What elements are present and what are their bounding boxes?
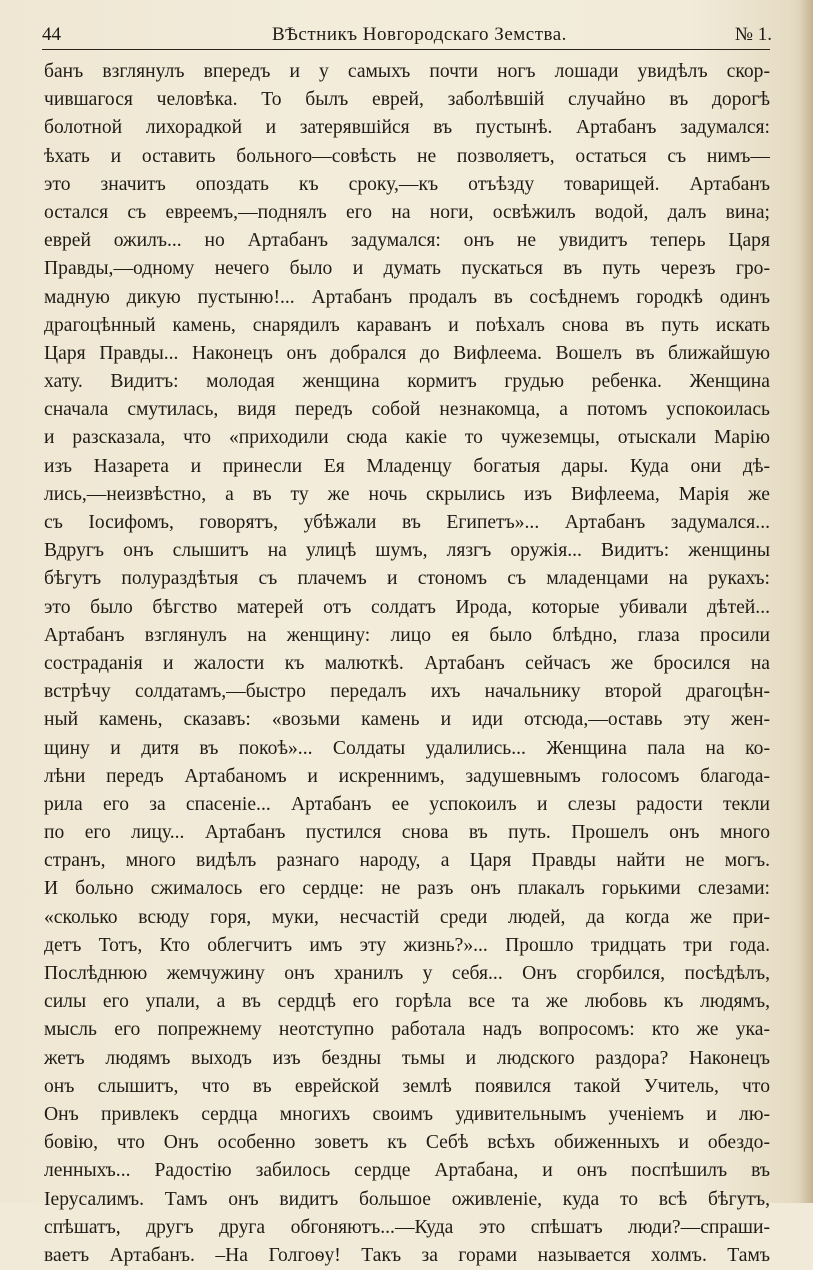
text-line: съ Іосифомъ, говорятъ, убѣжали въ Египетъ»... Артабанъ задумался... <box>44 512 770 533</box>
text-line: силы его упали, а въ сердцѣ его горѣла все та же любовь къ людямъ, <box>44 991 770 1013</box>
journal-title: ВѢстникъ Новгородскаго Земства. <box>272 24 567 45</box>
text-line: это значитъ опоздать къ сроку,—къ отъѣзду товарищей. Артабанъ <box>44 173 770 195</box>
text-line: по его лицу... Артабанъ пустился снова въ путь. Прошелъ онъ много <box>44 822 770 844</box>
text-line: детъ Тотъ, Кто облегчитъ имъ эту жизнь?»... Прошло тридцать три года. <box>44 934 770 956</box>
text-line: еврей ожилъ... но Артабанъ задумался: онъ не увидитъ теперь Царя <box>44 230 770 252</box>
text-line: бѣгутъ полураздѣтыя съ плачемъ и стономъ съ младенцами на рукахъ: <box>44 568 770 590</box>
text-line: щину и дитя въ покоѣ»... Солдаты удалились... Женщина пала на ко- <box>44 737 770 759</box>
text-line: ѣхать и оставить больного—совѣсть не позволяетъ, остаться съ нимъ— <box>44 145 770 167</box>
page-number: 44 <box>42 24 61 45</box>
text-line: драгоцѣнный камень, снарядилъ караванъ и поѣхалъ снова въ путь искать <box>44 314 770 336</box>
text-line: чившагося человѣка. То былъ еврей, заболѣвшій случайно въ дорогѣ <box>44 89 770 111</box>
text-line: Царя Правды... Наконецъ онъ добрался до Вифлеема. Вошелъ въ ближайшую <box>44 342 770 364</box>
text-line: Онъ привлекъ сердца многихъ своимъ удивительнымъ ученіемъ и лю- <box>44 1103 770 1125</box>
running-header <box>42 20 772 50</box>
text-line: Іерусалимъ. Тамъ онъ видитъ большое оживленіе, куда то всѣ бѣгутъ, <box>44 1188 770 1210</box>
text-line: мадную дикую пустыню!... Артабанъ продалъ въ сосѣднемъ городкѣ одинъ <box>44 286 770 308</box>
text-line: ленныхъ... Радостію забилось сердце Артабана, и онъ поспѣшилъ въ <box>44 1160 770 1182</box>
text-line: ный камень, сказавъ: «возьми камень и иди отсюда,—оставь эту жен- <box>44 709 770 731</box>
text-line: остался съ евреемъ,—поднялъ его на ноги, освѣжилъ водой, далъ вина; <box>44 201 770 223</box>
text-line: странъ, много видѣлъ разнаго народу, а Царя Правды найти не могъ. <box>44 850 770 872</box>
text-line: лѣни передъ Артабаномъ и искреннимъ, задушевнымъ голосомъ благода- <box>44 765 770 787</box>
text-line: встрѣчу солдатамъ,—быстро передалъ ихъ начальнику второй драгоцѣн- <box>44 681 770 703</box>
text-line: бовію, что Онъ особенно зоветъ къ Себѣ всѣхъ обиженныхъ и обездо- <box>44 1132 770 1154</box>
text-line: банъ взглянулъ впередъ и у самыхъ почти ногъ лошади увидѣлъ скор- <box>44 61 770 82</box>
text-line: «сколько всюду горя, муки, несчастій среди людей, да когда же при- <box>44 906 770 928</box>
header-rule <box>42 49 770 50</box>
text-line: Артабанъ взглянулъ на женщину: лицо ея было блѣдно, глаза просили <box>44 624 770 646</box>
text-line: Правды,—одному нечего было и думать пускаться въ путь черезъ гро- <box>44 258 770 280</box>
text-line: состраданія и жалости къ малюткѣ. Артабанъ сейчасъ же бросился на <box>44 652 770 674</box>
issue-number: № 1. <box>734 24 772 45</box>
text-line: болотной лихорадкой и затерявшійся въ пустынѣ. Артабанъ задумался: <box>44 117 770 139</box>
text-line: Послѣднюю жемчужину онъ хранилъ у себя... Онъ сгорбился, посѣдѣлъ, <box>44 963 770 984</box>
text-line: это было бѣгство матерей отъ солдатъ Ирода, которые убивали дѣтей... <box>44 596 770 618</box>
text-line: сначала смутилась, видя передъ собой незнакомца, а потомъ успокоилась <box>44 399 770 421</box>
text-line: лись,—неизвѣстно, а въ ту же ночь скрылись изъ Вифлеема, Марія же <box>44 483 770 505</box>
text-line: онъ слышитъ, что въ еврейской землѣ появился такой Учитель, что <box>44 1075 770 1097</box>
text-line: изъ Назарета и принесли Ея Младенцу богатыя дары. Куда они дѣ- <box>44 455 770 477</box>
text-line: Вдругъ онъ слышитъ на улицѣ шумъ, лязгъ оружія... Видитъ: женщины <box>44 540 770 562</box>
text-line: И больно сжималось его сердце: не разъ онъ плакалъ горькими слезами: <box>44 878 770 900</box>
text-line: жетъ людямъ выходъ изъ бездны тьмы и людского раздора? Наконецъ <box>44 1047 770 1069</box>
text-line: рила его за спасеніе... Артабанъ ее успокоилъ и слезы радости текли <box>44 793 770 815</box>
text-line: ваетъ Артабанъ. –На Голгоѳу! Такъ за горами называется холмъ. Тамъ <box>44 1244 770 1266</box>
article-text <box>44 58 770 1270</box>
text-line: мысль его попрежнему неотступно работала надъ вопросомъ: кто же ука- <box>44 1019 770 1041</box>
text-line: и разсказала, что «приходили сюда какіе то чужеземцы, отыскали Марію <box>44 427 770 449</box>
page-edge-shadow <box>799 0 813 1203</box>
text-line: спѣшатъ, другъ друга обгоняютъ...—Куда это спѣшатъ люди?—спраши- <box>44 1216 770 1238</box>
text-line: хату. Видитъ: молодая женщина кормитъ грудью ребенка. Женщина <box>44 371 770 393</box>
